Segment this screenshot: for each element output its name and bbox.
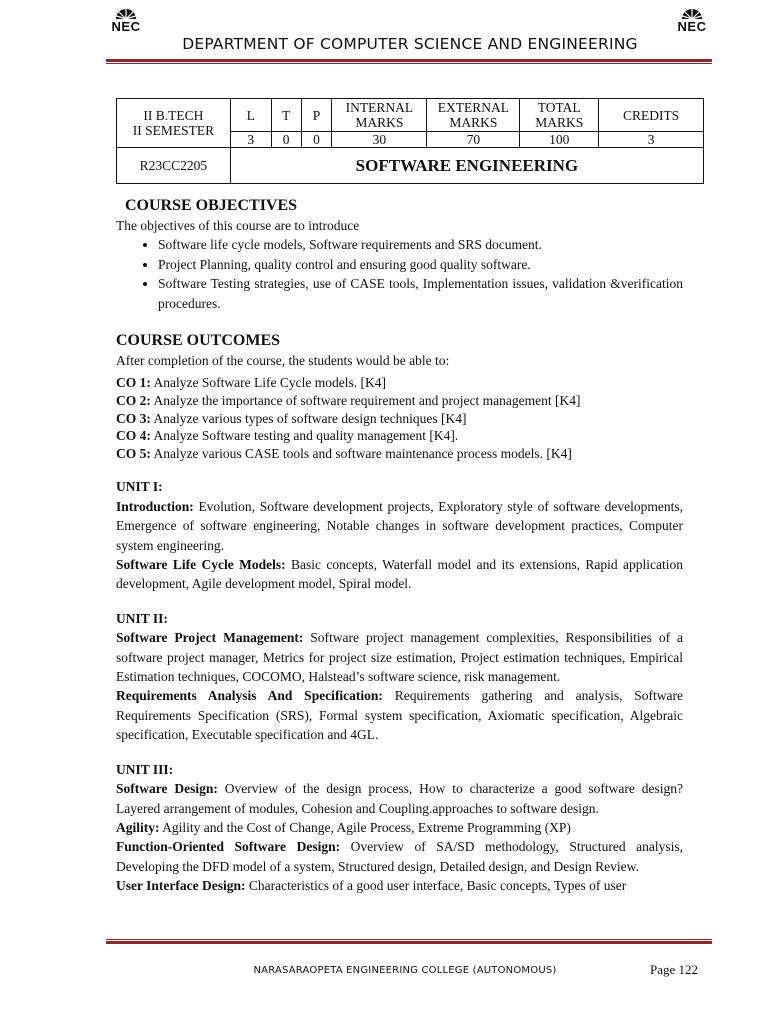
total-line2: MARKS [535, 115, 584, 130]
unit-3-topic [116, 818, 683, 837]
footer-college-name: NARASARAOPETA ENGINEERING COLLEGE (AUTONOMOUS) [253, 965, 557, 976]
page-number: Page 122 [650, 962, 699, 977]
topic-title: User Interface Design: [116, 878, 246, 894]
topic-text: Overview of the design process, How to characterize a good software design? Layered arrangement of modules, Cohesion and Coupling.approaches to software design. [116, 781, 683, 816]
unit-1-topic [116, 497, 683, 555]
value-p: 0 [301, 132, 332, 148]
outcome-text: Analyze Software Life Cycle models. [K4] [153, 375, 386, 391]
unit-1-heading: UNIT I: [116, 479, 163, 495]
outcome-text: Analyze various types of software design techniques [K4] [153, 410, 467, 426]
outcomes-list [116, 374, 683, 462]
topic-text: Requirements gathering and analysis, Software Requirements Specification (SRS), Formal system specification, Axiomatic specification, Algebraic specification, Executable specification and 4GL. [116, 688, 684, 743]
outcome-item [116, 374, 683, 392]
logo-text: NEC [111, 19, 141, 34]
course-info-table [116, 98, 704, 184]
syllabus-content [116, 196, 683, 896]
outcome-code: CO 3: [116, 410, 151, 426]
header-rule-thin [106, 63, 712, 64]
header-total [520, 99, 599, 132]
unit-2-heading: UNIT II: [116, 610, 168, 626]
header-credits: CREDITS [599, 99, 704, 132]
header-t: T [271, 99, 301, 132]
topic-text: Basic concepts, Waterfall model and its extensions, Rapid application development, Agile development model, Spiral model. [116, 557, 684, 592]
unit-2-topic [116, 686, 683, 744]
value-external: 70 [427, 132, 520, 148]
outcome-code: CO 4: [116, 428, 151, 444]
unit-3-topic [116, 779, 683, 818]
objectives-heading: COURSE OBJECTIVES [125, 197, 298, 214]
outcome-item [116, 410, 683, 428]
outcomes-intro: After completion of the course, the students would be able to: [116, 353, 450, 369]
objectives-list [116, 235, 683, 313]
header-p: P [301, 99, 332, 132]
topic-title: Introduction: [116, 498, 194, 514]
topic-title: Software Project Management: [116, 630, 304, 646]
nec-logo-right [670, 6, 714, 36]
unit-1-topic [116, 555, 683, 594]
objectives-intro: The objectives of this course are to introduce [116, 218, 360, 233]
unit-3-topic [116, 837, 683, 876]
outcome-code: CO 2: [116, 393, 151, 409]
objective-item: • Software Testing strategies, use of CASE tools, Implementation issues, validation &verification procedures. [158, 274, 683, 313]
header-l: L [230, 99, 271, 132]
unit-3-heading: UNIT III: [116, 761, 174, 777]
outcome-item [116, 427, 683, 445]
topic-text: Evolution, Software development projects, Exploratory style of software developments, Emergence of software engineering, Notable changes in software development practices, Computer system engineering. [116, 498, 683, 553]
objective-item: • Software life cycle models, Software requirements and SRS document. [158, 235, 683, 254]
header-external [427, 99, 520, 132]
sun-emblem-icon [113, 6, 139, 20]
value-credits: 3 [599, 132, 704, 148]
topic-title: Software Life Cycle Models: [116, 557, 286, 573]
header-rule-thick [106, 59, 712, 62]
outcome-item [116, 392, 683, 410]
outcome-text: Analyze Software testing and quality management [K4]. [153, 428, 459, 444]
header-internal [332, 99, 427, 132]
program-cell [117, 99, 231, 148]
objective-item: • Project Planning, quality control and ensuring good quality software. [158, 255, 683, 274]
internal-line1: INTERNAL [345, 100, 414, 115]
outcome-text: Analyze the importance of software requirement and project management [K4] [153, 393, 581, 409]
value-internal: 30 [332, 132, 427, 148]
unit-3-topic [116, 876, 683, 895]
topic-title: Agility: [116, 819, 160, 835]
external-line1: EXTERNAL [437, 100, 509, 115]
outcome-item [116, 445, 683, 463]
topic-text: Agility and the Cost of Change, Agile Process, Extreme Programming (XP) [162, 819, 571, 835]
footer-rule-thick [106, 941, 712, 944]
internal-line2: MARKS [355, 115, 404, 130]
course-name: SOFTWARE ENGINEERING [230, 148, 703, 184]
value-l: 3 [230, 132, 271, 148]
program-line1: II B.TECH [143, 108, 204, 123]
footer-rule-thin [106, 939, 712, 940]
department-title: DEPARTMENT OF COMPUTER SCIENCE AND ENGINEERING [182, 35, 638, 53]
unit-2-topic [116, 628, 683, 686]
sun-emblem-icon [679, 6, 705, 20]
topic-title: Software Design: [116, 781, 218, 797]
nec-logo-left [104, 6, 148, 36]
outcomes-heading: COURSE OUTCOMES [116, 332, 281, 350]
outcome-text: Analyze various CASE tools and software maintenance process models. [K4] [153, 445, 572, 461]
total-line1: TOTAL [537, 100, 581, 115]
outcome-code: CO 1: [116, 375, 151, 391]
topic-text: Characteristics of a good user interface, Basic concepts, Types of user [248, 878, 627, 894]
topic-text: Software project management complexities, Responsibilities of a software project manager, Metrics for project size estimation, Project estimation techniques, Empirical Estimation techniques, COCOMO, Halstead’s software science, risk management. [116, 630, 684, 685]
course-code: R23CC2205 [117, 148, 231, 184]
topic-text: Overview of SA/SD methodology, Structured analysis, Developing the DFD model of a system, Structured design, Detailed design, and Design Review. [116, 839, 684, 874]
value-total: 100 [520, 132, 599, 148]
logo-text: NEC [677, 19, 707, 34]
topic-title: Function-Oriented Software Design: [116, 839, 341, 855]
value-t: 0 [271, 132, 301, 148]
topic-title: Requirements Analysis And Specification: [116, 688, 383, 704]
external-line2: MARKS [449, 115, 498, 130]
program-line2: II SEMESTER [132, 123, 215, 138]
outcome-code: CO 5: [116, 445, 151, 461]
